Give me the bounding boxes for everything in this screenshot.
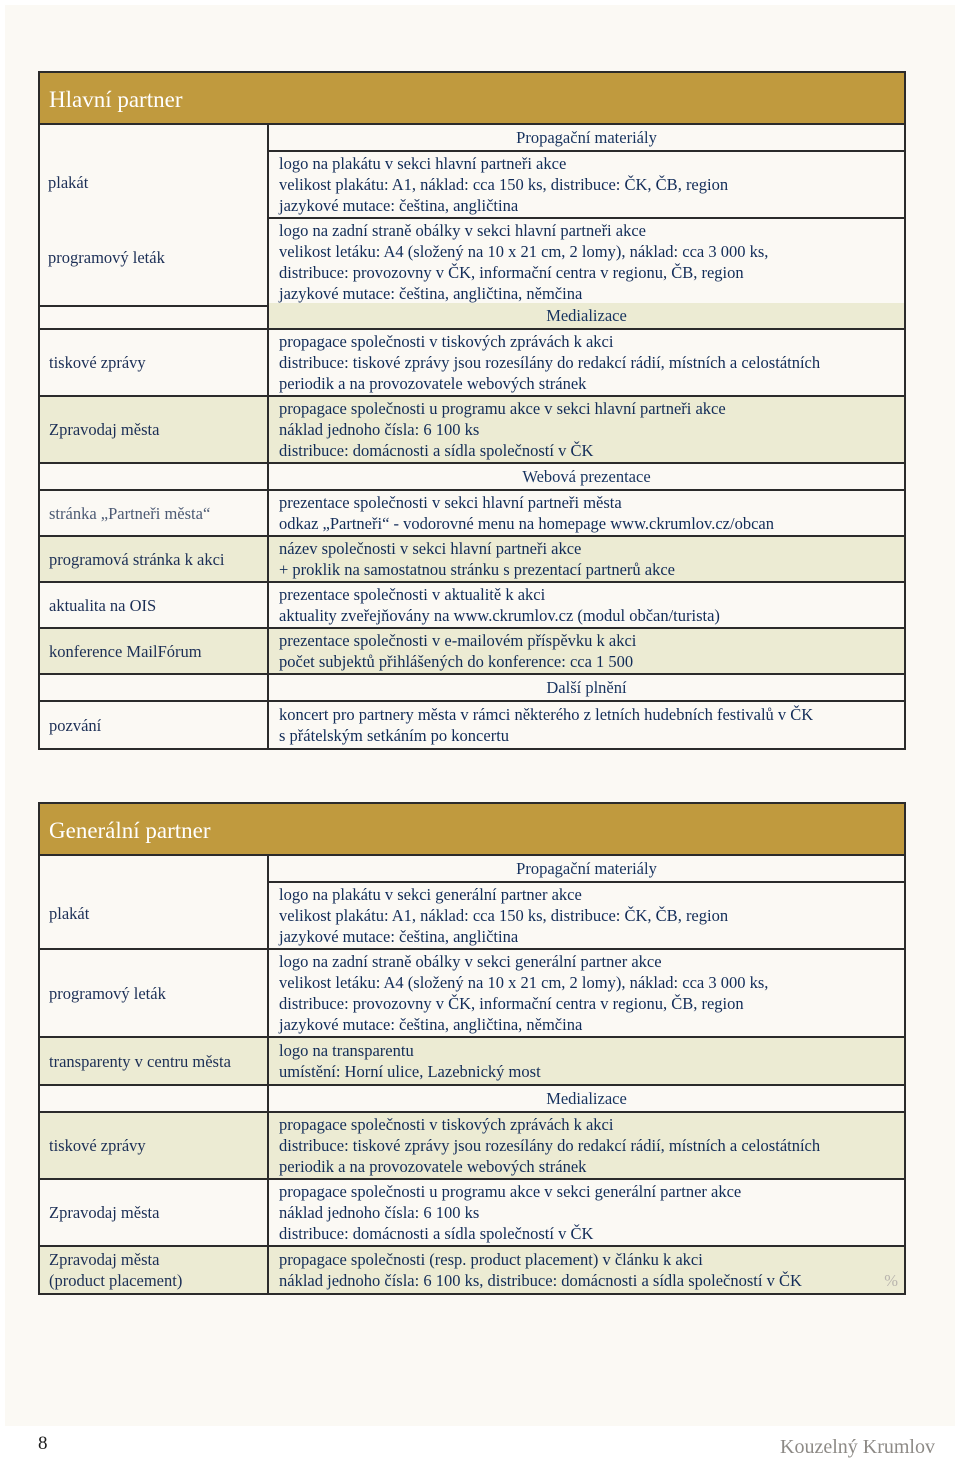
letak-content: logo na zadní straně obálky v sekci hlavní partneři akce velikost letáku: A4 (složený na 10 x 21 cm, 2 lomy), náklad: cca 3 000 ks, distribuce: provozovny v ČK, informační centra v regionu, ČB, region jazykové mutace: čeština, angličtina, němčina: [268, 218, 905, 306]
label-zpravodaj-product-placement: Zpravodaj města (product placement): [39, 1246, 268, 1294]
empty-label-cell: [39, 463, 268, 490]
hlavni-partner-title: Hlavní partner: [39, 72, 905, 124]
transparenty-content: logo na transparentu umístění: Horní ulice, Lazebnický most: [268, 1037, 905, 1085]
section-medializace: Medializace: [268, 303, 905, 329]
label-stranka-partneri: stránka „Partneři města“: [39, 490, 268, 536]
label-zpravodaj: Zpravodaj města: [39, 396, 268, 463]
hlavni-partner-table: [38, 71, 906, 307]
footer-brand: Kouzelný Krumlov: [780, 1436, 935, 1458]
hlavni-label-letak: programový leták: [48, 248, 165, 267]
aktualita-content: prezentace společnosti v aktualitě k akci aktuality zveřejňovány na www.ckrumlov.cz (modul občan/turista): [268, 582, 905, 628]
plakat-content: logo na plakátu v sekci generální partner akce velikost plakátu: A1, náklad: cca 150 ks, distribuce: ČK, ČB, region jazykové mutace: čeština, angličtina: [268, 882, 905, 949]
plakat-content: logo na plakátu v sekci hlavní partneři akce velikost plakátu: A1, náklad: cca 150 ks, distribuce: ČK, ČB, region jazykové mutace: čeština, angličtina: [268, 151, 905, 218]
label-transparenty: transparenty v centru města: [39, 1037, 268, 1085]
section-webova: Webová prezentace: [268, 463, 905, 490]
section-dalsi: Další plnění: [268, 674, 905, 701]
section-propagacni: Propagační materiály: [268, 855, 905, 882]
label-tiskove-zpravy: tiskové zprávy: [39, 329, 268, 396]
tiskove-content: propagace společnosti v tiskových zprávách k akci distribuce: tiskové zprávy jsou rozesílány do redakcí rádií, místních a celostátních periodik a na provozovatele webových stránek: [268, 1112, 905, 1179]
percent-mark: %: [884, 1271, 898, 1290]
empty-label-cell: [39, 303, 268, 329]
pozvani-content: koncert pro partnery města v rámci některého z letních hudebních festivalů v ČK s přátelským setkáním po koncertu: [268, 701, 905, 749]
stranka-content: prezentace společnosti v sekci hlavní partneři města odkaz „Partneři“ - vodorovné menu na homepage www.ckrumlov.cz/obcan: [268, 490, 905, 536]
section-propagacni: Propagační materiály: [268, 124, 905, 151]
hlavni-label-plakat: plakát: [48, 173, 89, 192]
label-aktualita: aktualita na OIS: [39, 582, 268, 628]
label-pozvani: pozvání: [39, 701, 268, 749]
label-programova-stranka: programová stránka k akci: [39, 536, 268, 582]
generalni-partner-table: [38, 802, 906, 1295]
generalni-partner-title: Generální partner: [39, 803, 905, 855]
programova-content: název společnosti v sekci hlavní partneři akce + proklik na samostatnou stránku s prezentací partnerů akce: [268, 536, 905, 582]
hlavni-partner-table-cont: [38, 303, 906, 750]
page-number: 8: [38, 1433, 48, 1454]
empty-label-cell: [39, 674, 268, 701]
zpravodaj-content: propagace společnosti u programu akce v sekci hlavní partneři akce náklad jednoho čísla: 6 100 ks distribuce: domácnosti a sídla společností v ČK: [268, 396, 905, 463]
label-zpravodaj: Zpravodaj města: [39, 1179, 268, 1246]
letak-content: logo na zadní straně obálky v sekci generální partner akce velikost letáku: A4 (složený na 10 x 21 cm, 2 lomy), náklad: cca 3 000 ks, distribuce: provozovny v ČK, informační centra v regionu, ČB, region jazykové mutace: čeština, angličtina, němčina: [268, 949, 905, 1037]
empty-label-cell: [39, 1085, 268, 1112]
konference-content: prezentace společnosti v e-mailovém příspěvku k akci počet subjektů přihlášených do konference: cca 1 500: [268, 628, 905, 674]
empty-label-cell: [39, 124, 268, 306]
zpravodaj-content: propagace společnosti u programu akce v sekci generální partner akce náklad jednoho čísla: 6 100 ks distribuce: domácnosti a sídla společností v ČK: [268, 1179, 905, 1246]
label-programovy-letak: programový leták: [39, 949, 268, 1037]
tiskove-content: propagace společnosti v tiskových zprávách k akci distribuce: tiskové zprávy jsou rozesílány do redakcí rádií, místních a celostátních periodik a na provozovatele webových stránek: [268, 329, 905, 396]
zpravodaj-pp-content: propagace společnosti (resp. product placement) v článku k akci náklad jednoho čísla: 6 100 ks, distribuce: domácnosti a sídla společností v ČK %: [268, 1246, 905, 1294]
label-konference: konference MailFórum: [39, 628, 268, 674]
label-tiskove-zpravy: tiskové zprávy: [39, 1112, 268, 1179]
label-plakat: plakát: [39, 855, 268, 949]
section-medializace: Medializace: [268, 1085, 905, 1112]
